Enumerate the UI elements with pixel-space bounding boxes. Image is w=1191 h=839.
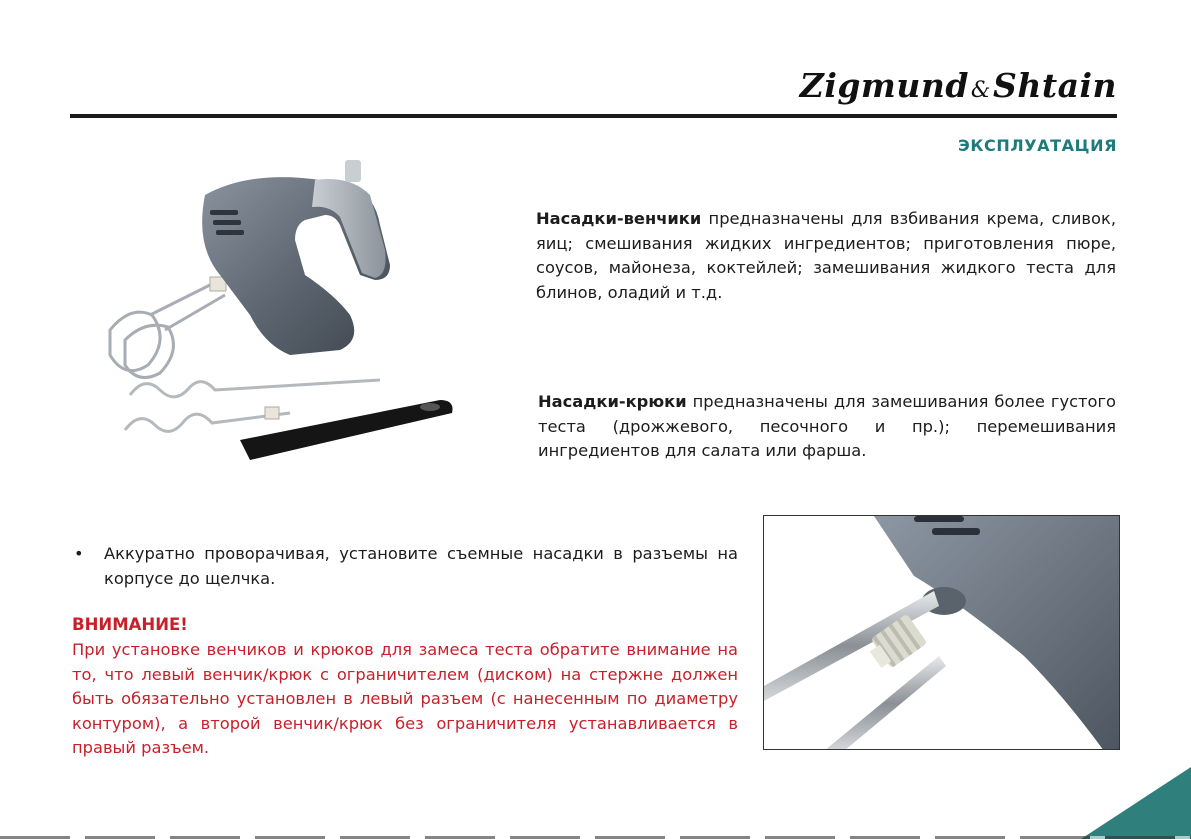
whisks-term: Насадки-венчики [536,209,702,228]
warning-text: При установке венчиков и крюков для замеса теста обратите внимание на то, что левый венчик/крюк с ограничителем (диском) на стержне должен быть обязательно установлен в левый разъем (с нанесенным по диаметру контуром), а второй венчик/крюк без ограничителя устанавливается в правый разъем. [72,640,738,757]
whisks-text: предназначены для взбивания крема, сливок, яиц; смешивания жидких ингредиентов; приготовления пюре, соусов, майонеза, коктейлей; замешивания жидкого теста для блинов, оладий и т.д. [536,209,1116,302]
brand-name-right: Shtain [993,66,1117,105]
hooks-text: предназначены для замешивания более густого теста (дрожжевого, песочного и пр.); перемешивания ингредиентов для салата или фарша. [538,392,1116,460]
brand-ampersand: & [970,78,992,103]
corner-decoration [1081,767,1191,839]
header-rule [70,114,1117,118]
socket-closeup-photo [763,515,1120,750]
mixer-product-image [90,155,470,475]
warning-title: ВНИМАНИЕ! [72,615,188,634]
section-title: ЭКСПЛУАТАЦИЯ [957,136,1117,155]
whisks-description [536,207,1116,305]
hooks-term: Насадки-крюки [538,392,687,411]
brand-name-left: Zigmund [799,66,969,105]
brand-logo [800,66,1117,105]
install-instruction [72,542,738,591]
install-instruction-text: Аккуратно проворачивая, установите съемные насадки в разъемы на корпусе до щелчка. [104,544,738,588]
hooks-description [538,390,1116,464]
bullet-marker: • [74,544,84,563]
